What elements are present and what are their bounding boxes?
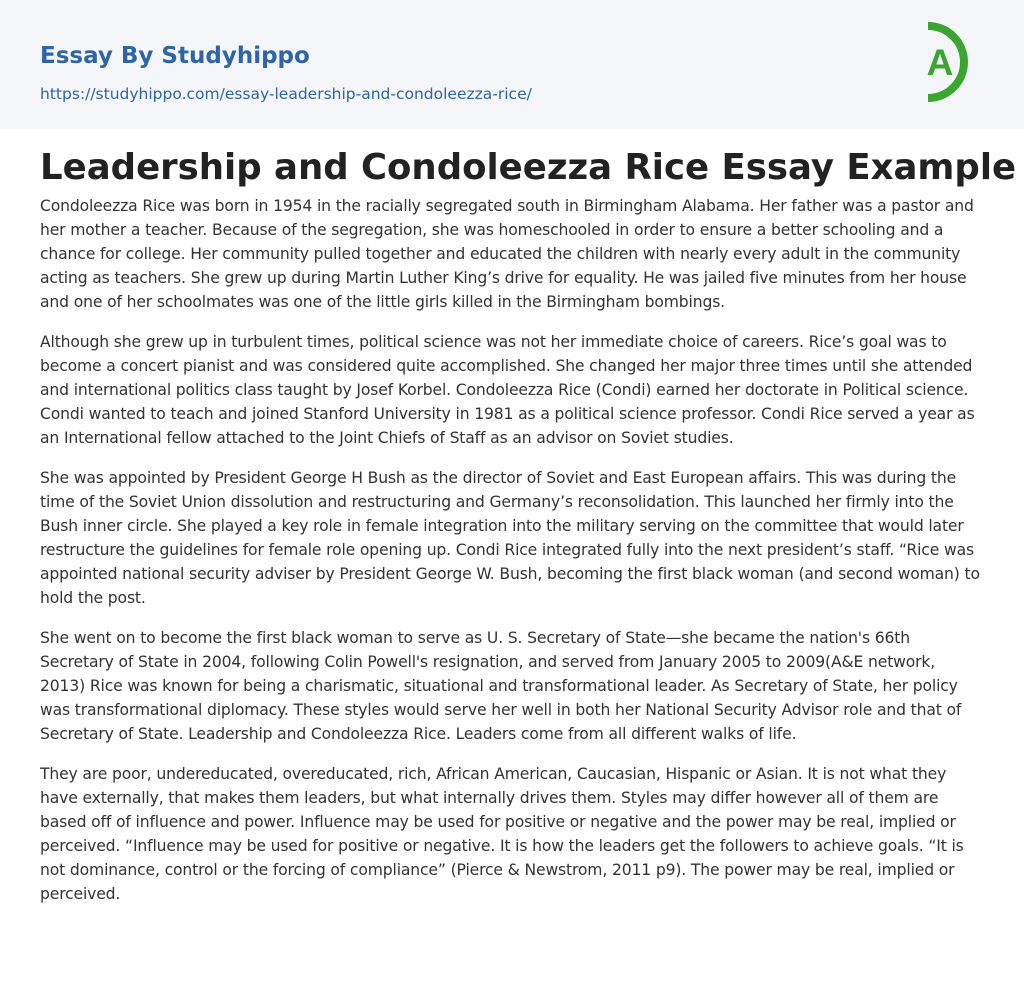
essay-body [40,194,984,922]
essay-paragraph: She was appointed by President George H Bush as the director of Soviet and East European affairs. This was during the time of the Soviet Union dissolution and restructuring and Germany’s reconsolidation. This launched her firmly into the Bush inner circle. She played a key role in female integration into the military serving on the committee that would later restructure the guidelines for female role opening up. Condi Rice integrated fully into the next president’s staff. “Rice was appointed national security adviser by President George W. Bush, becoming the first black woman (and second woman) to hold the post. [40,469,980,607]
logo-letter: A [926,42,954,83]
title-container [40,0,1016,191]
essay-paragraph: Condoleezza Rice was born in 1954 in the racially segregated south in Birmingham Alabama. Her father was a pastor and her mother a teacher. Because of the segregation, she was homeschooled in order to ensure a better schooling and a chance for college. Her community pulled together and educated the children with nearly every adult in the community acting as teachers. She grew up during Martin Luther King’s drive for equality. He was jailed five minutes from her house and one of her schoolmates was one of the little girls killed in the Birmingham bombings. [40,197,974,311]
essay-paragraph: She went on to become the first black woman to serve as U. S. Secretary of State—she became the nation's 66th Secretary of State in 2004, following Colin Powell's resignation, and served from January 2005 to 2009(A&E network, 2013) Rice was known for being a charismatic, situational and transformational leader. As Secretary of State, her policy was transformational diplomacy. These styles would serve her well in both her National Security Advisor role and that of Secretary of State. Leadership and Condoleezza Rice. Leaders come from all different walks of life. [40,629,962,743]
page-title: Leadership and Condoleezza Rice Essay Example [40,147,1017,188]
essay-paragraph: They are poor, undereducated, overeducated, rich, African American, Caucasian, Hispanic or Asian. It is not what they have externally, that makes them leaders, but what internally drives them. Styles may differ however all of them are based off of influence and power. Influence may be used for positive or negative and the power may be real, implied or perceived. “Influence may be used for positive or negative. It is how the leaders get the followers to achieve goals. “It is not dominance, control or the forcing of compliance” (Pierce & Newstrom, 2011 p9). The power may be real, implied or perceived. [40,765,964,903]
page-url-link[interactable]: https://studyhippo.com/essay-leadership-and-condoleezza-rice/ [40,85,532,103]
essay-paragraph: Although she grew up in turbulent times, political science was not her immediate choice of careers. Rice’s goal was to become a concert pianist and was considered quite accomplished. She changed her major three times until she attended and international politics class taught by Josef Korbel. Condoleezza Rice (Condi) earned her doctorate in Political science. Condi wanted to teach and joined Stanford University in 1981 as a political science professor. Condi Rice served a year as an International fellow attached to the Joint Chiefs of Staff as an advisor on Soviet studies. [40,333,975,447]
site-brand[interactable]: Essay By Studyhippo [40,43,310,69]
